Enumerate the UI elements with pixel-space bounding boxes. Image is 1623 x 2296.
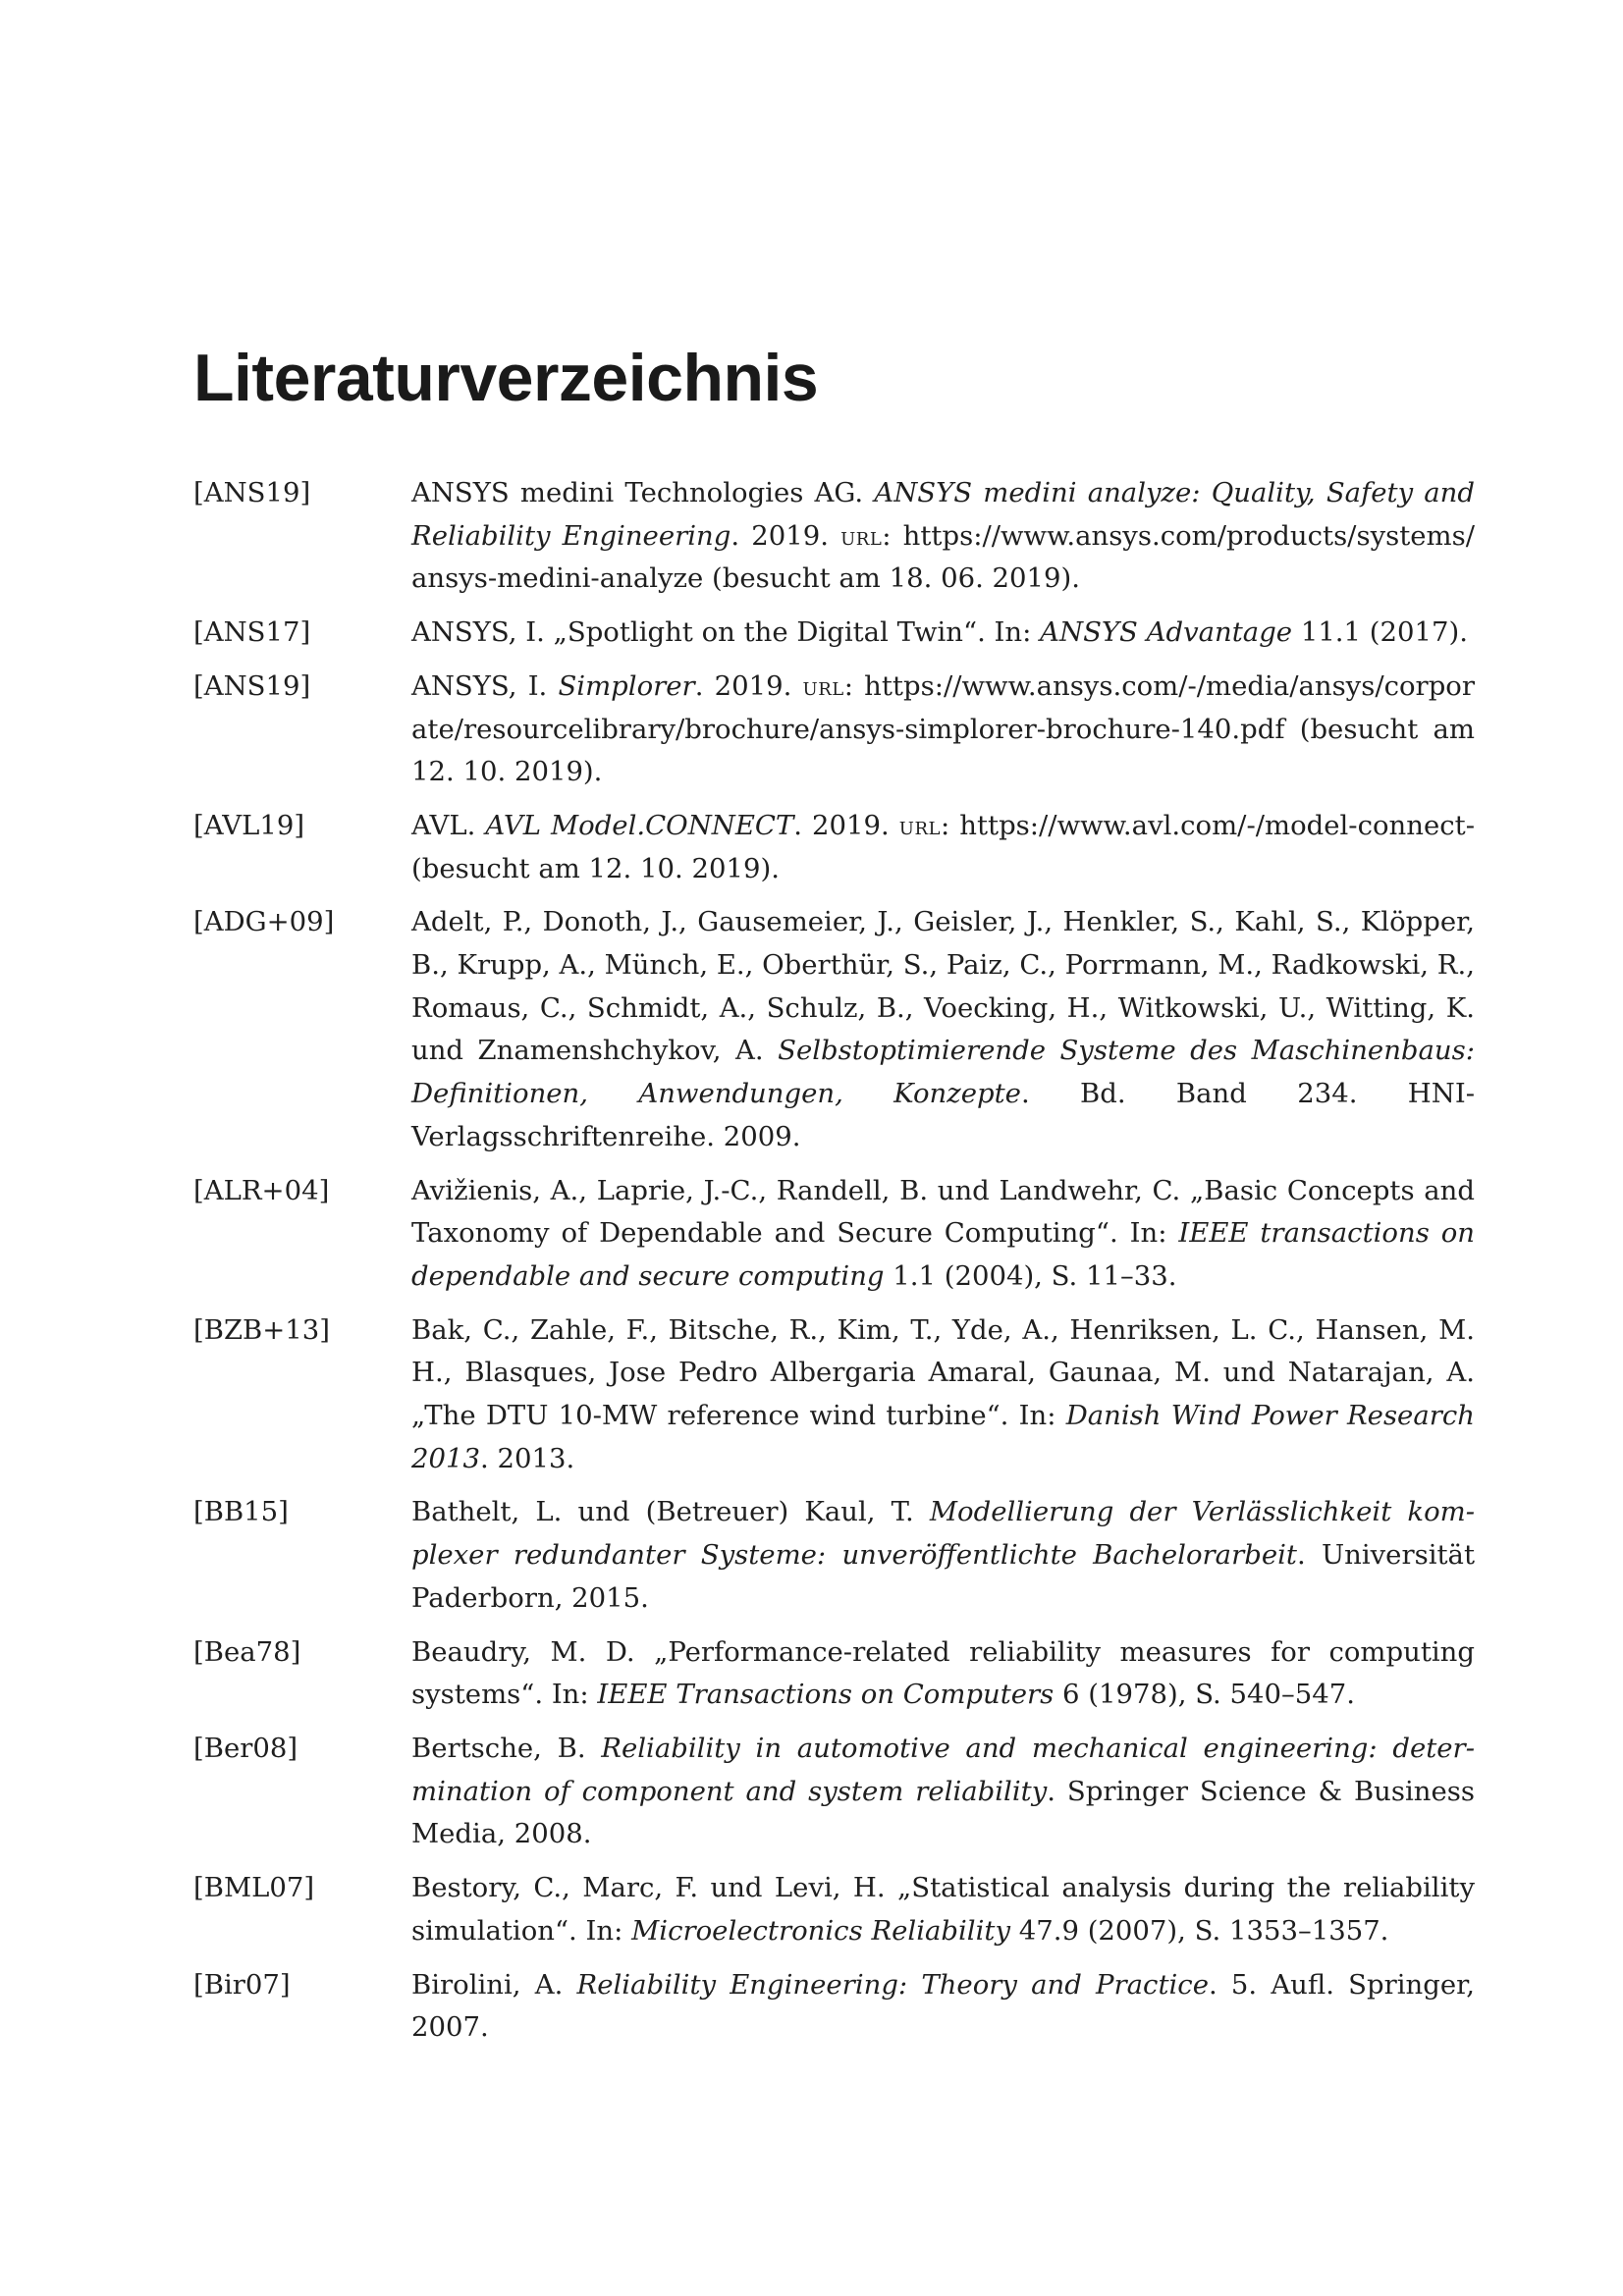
bibliography-page — [193, 339, 1475, 2060]
entry-title-italic: Reliability Engineering: Theory and Practice — [576, 1968, 1209, 2001]
bibliography-entry — [193, 612, 1475, 655]
entry-citation-key: [Ber08] — [193, 1732, 298, 1764]
entry-title-italic: Microelectronics Reliability — [631, 1914, 1010, 1947]
entry-text: : — [940, 809, 960, 841]
entry-title-italic: IEEE transactions on dependable and secure computing — [411, 1217, 1475, 1292]
bibliography-entry — [193, 1491, 1475, 1620]
entry-title-italic: AVL Model.CONNECT — [485, 809, 794, 841]
entry-text: . Universität Paderborn, 2015. — [411, 1539, 1475, 1614]
entry-text: (besucht am 18. 06. 2019). — [703, 562, 1081, 595]
entry-reference-text — [411, 1728, 1475, 1856]
url-label: url — [898, 811, 941, 840]
bibliography-entry — [193, 1631, 1475, 1717]
entry-citation-key: [ANS17] — [193, 616, 311, 649]
entry-reference-text — [411, 901, 1475, 1158]
entry-title-italic: ANSYS Advantage — [1040, 616, 1293, 649]
entry-title-italic: Selbstoptimierende Systeme des Maschinenbaus: Definitionen, Anwendungen, Konzepte — [411, 1035, 1475, 1110]
entry-text: 6 (1978), S. 540–547. — [1054, 1679, 1356, 1711]
entry-reference-text — [411, 666, 1475, 794]
entry-text: . 5. Aufl. Springer, 2007. — [411, 1968, 1475, 2044]
bibliography-entry — [193, 901, 1475, 1158]
entry-citation-key: [Bea78] — [193, 1635, 301, 1668]
entry-reference-text — [411, 1964, 1475, 2050]
entry-text: (besucht am 12. 10. 2019). — [411, 713, 1475, 788]
entry-citation-key: [BZB+13] — [193, 1313, 331, 1346]
bibliography-entry — [193, 805, 1475, 890]
entry-text: . 2019. — [730, 519, 841, 552]
entry-text: ANSYS medini Technologies AG. — [411, 477, 875, 508]
entry-title-italic: Reliability in automotive and mechanical engineering: determination of component and system reliability — [411, 1732, 1476, 1807]
entry-text: . 2013. — [480, 1442, 575, 1474]
entry-text: . Springer Science & Business Media, 2008. — [411, 1775, 1475, 1850]
entry-reference-text — [411, 472, 1475, 601]
bibliography-entry — [193, 1170, 1475, 1299]
entry-title-italic: ANSYS medini analyze: Quality, Safety and Reliability Engineering — [411, 477, 1475, 552]
entry-text: . 2019. — [793, 809, 899, 841]
entry-text: 1.1 (2004), S. 11–33. — [884, 1259, 1177, 1292]
entry-text: Bathelt, L. und (Betreuer) Kaul, T. — [411, 1496, 930, 1528]
entry-title-italic: Modellierung der Verlässlichkeit komplexer redundanter Systeme: unveröffentlichte Bachelorarbeit — [411, 1496, 1475, 1572]
entry-citation-key: [ADG+09] — [193, 906, 335, 938]
bibliography-entry — [193, 1309, 1475, 1481]
entry-url: https://www.avl.com/-/model-connect- — [959, 809, 1475, 841]
bibliography-list — [193, 472, 1475, 2050]
entry-text: AVL. — [411, 809, 486, 841]
url-label: url — [802, 671, 844, 701]
bibliography-entry — [193, 666, 1475, 794]
entry-text: ANSYS, I. — [411, 669, 559, 702]
entry-text: Adelt, P., Donoth, J., Gausemeier, J., Geisler, J., Henkler, S., Kahl, S., Klöpper, B., Krupp, A., Münch, E., Oberthür, S., Paiz, C., Porrmann, M., Radkowski, R., Romaus, C., Schmidt, A., Schulz, B., Voecking, H., Witkowski, U., Witting, K. und Znamenshchykov, A. — [411, 906, 1475, 1067]
url-label: url — [840, 521, 883, 551]
entry-citation-key: [AVL19] — [193, 809, 305, 841]
entry-text: Bertsche, B. — [411, 1732, 602, 1764]
bibliography-entry — [193, 1728, 1475, 1856]
entry-text: : — [843, 669, 865, 702]
entry-citation-key: [BB15] — [193, 1496, 289, 1528]
entry-text: Bestory, C., Marc, F. und Levi, H. „Statistical analysis during the reliability simulation“. In: — [411, 1872, 1475, 1947]
entry-url: https://www.ansys.com/-/media/ansys/corporate/resourcelibrary/brochure/ansys-simplorer-brochure-140.pdf — [411, 669, 1476, 745]
entry-text: 11.1 (2017). — [1292, 616, 1468, 649]
entry-reference-text — [411, 1867, 1475, 1952]
entry-title-italic: IEEE Transactions on Computers — [597, 1679, 1055, 1711]
entry-text: (besucht am 12. 10. 2019). — [411, 852, 780, 884]
bibliography-entry — [193, 1964, 1475, 2050]
entry-text: . Bd. Band 234. HNI-Verlagsschriftenreihe. 2009. — [411, 1078, 1475, 1152]
entry-citation-key: [ALR+04] — [193, 1174, 330, 1206]
bibliography-entry — [193, 472, 1475, 601]
entry-text: Beaudry, M. D. „Performance-related reliability measures for computing systems“. In: — [411, 1635, 1475, 1711]
bibliography-entry — [193, 1867, 1475, 1952]
entry-citation-key: [ANS19] — [193, 477, 311, 508]
entry-citation-key: [BML07] — [193, 1872, 315, 1904]
entry-text: Bak, C., Zahle, F., Bitsche, R., Kim, T., Yde, A., Henriksen, L. C., Hansen, M. H., Blasques, Jose Pedro Albergaria Amaral, Gaunaa, M. und Natarajan, A. „The DTU 10-MW reference wind turbine“. In: — [411, 1313, 1475, 1432]
entry-text: Birolini, A. — [411, 1968, 577, 2001]
entry-text: : — [882, 519, 903, 552]
entry-text: . 2019. — [694, 669, 803, 702]
entry-citation-key: [ANS19] — [193, 669, 311, 702]
entry-citation-key: [Bir07] — [193, 1968, 291, 2001]
entry-reference-text — [411, 1631, 1475, 1717]
entry-url: https://www.ansys.com/products/systems/ansys-medini-analyze — [411, 519, 1475, 595]
entry-text: ANSYS, I. „Spotlight on the Digital Twin“. In: — [411, 616, 1041, 649]
entry-title-italic: Danish Wind Power Research 2013 — [411, 1400, 1475, 1474]
entry-reference-text — [411, 1170, 1475, 1299]
entry-reference-text — [411, 805, 1475, 890]
chapter-title: Literaturverzeichnis — [193, 341, 819, 415]
entry-reference-text — [411, 612, 1475, 655]
entry-reference-text — [411, 1491, 1475, 1620]
entry-text: 47.9 (2007), S. 1353–1357. — [1009, 1914, 1389, 1947]
entry-reference-text — [411, 1309, 1475, 1481]
entry-text: Avižienis, A., Laprie, J.-C., Randell, B. und Landwehr, C. „Basic Concepts and Taxonomy of Dependable and Secure Computing“. In: — [411, 1174, 1475, 1250]
entry-title-italic: Simplorer — [558, 669, 695, 702]
